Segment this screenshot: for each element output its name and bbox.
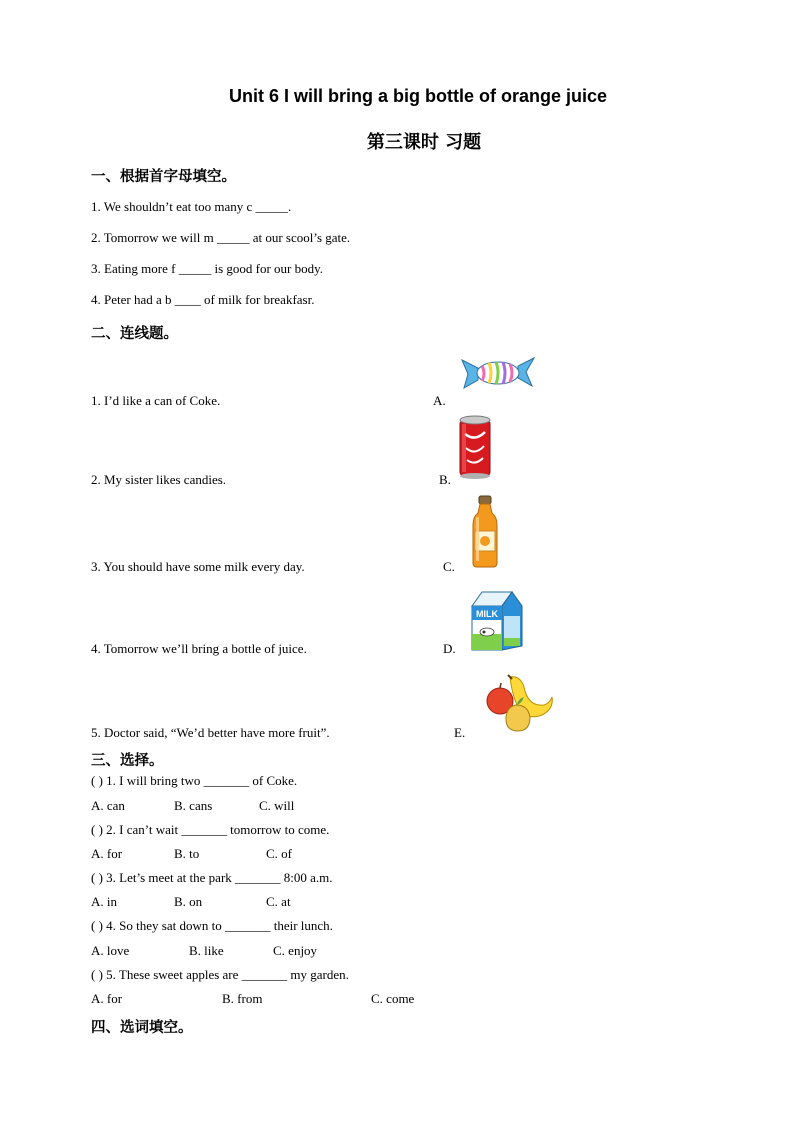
fill-in-line: 4. Peter had a b ____ of milk for breakfasr. [91, 292, 315, 307]
section-3-heading: 三、选择。 [91, 752, 164, 769]
choice-option: C. come [371, 991, 415, 1006]
choice-option: B. like [189, 943, 224, 958]
milk-carton-icon [468, 588, 524, 652]
section-2-heading: 二、连线题。 [91, 325, 178, 342]
choice-option: B. from [222, 991, 263, 1006]
match-letter: C. [443, 559, 455, 574]
candy-icon [460, 354, 536, 392]
choice-question: ( ) 3. Let’s meet at the park _______ 8:00 a.m. [91, 870, 333, 885]
choice-option: B. to [174, 846, 200, 861]
choice-option: C. will [259, 798, 295, 813]
section-4-heading: 四、选词填空。 [91, 1019, 193, 1036]
coke-can-icon [457, 414, 493, 480]
match-letter: E. [454, 725, 466, 740]
choice-option: A. love [91, 943, 130, 958]
page-subtitle: 第三课时 习题 [366, 132, 482, 153]
match-sentence: 4. Tomorrow we’ll bring a bottle of juice. [91, 641, 307, 656]
section-1-heading: 一、根据首字母填空。 [91, 168, 236, 185]
choice-option: C. at [266, 894, 291, 909]
choice-option: C. of [266, 846, 292, 861]
match-letter: A. [433, 393, 446, 408]
choice-option: A. for [91, 846, 123, 861]
page-title: Unit 6 I will bring a big bottle of orange juice [228, 86, 608, 106]
choice-option: A. can [91, 798, 125, 813]
match-sentence: 3. You should have some milk every day. [91, 559, 305, 574]
choice-question: ( ) 2. I can’t wait _______ tomorrow to come. [91, 822, 330, 837]
choice-option: A. in [91, 894, 117, 909]
milk-label: MILK [476, 609, 498, 619]
match-sentence: 5. Doctor said, “We’d better have more fruit”. [91, 725, 330, 740]
fruit-icon [484, 671, 554, 733]
match-letter: D. [443, 641, 456, 656]
choice-option: B. on [174, 894, 203, 909]
choice-question: ( ) 1. I will bring two _______ of Coke. [91, 773, 298, 788]
match-sentence: 2. My sister likes candies. [91, 472, 227, 487]
juice-bottle-icon [470, 495, 500, 569]
match-sentence: 1. I’d like a can of Coke. [91, 393, 221, 408]
choice-question: ( ) 5. These sweet apples are _______ my garden. [91, 967, 349, 982]
choice-option: C. enjoy [273, 943, 318, 958]
choice-option: A. for [91, 991, 123, 1006]
match-letter: B. [439, 472, 451, 487]
choice-question: ( ) 4. So they sat down to _______ their lunch. [91, 918, 333, 933]
fill-in-line: 3. Eating more f _____ is good for our body. [91, 261, 324, 276]
fill-in-line: 1. We shouldn’t eat too many c _____. [91, 199, 292, 214]
fill-in-line: 2. Tomorrow we will m _____ at our scool’s gate. [91, 230, 351, 245]
choice-option: B. cans [174, 798, 213, 813]
